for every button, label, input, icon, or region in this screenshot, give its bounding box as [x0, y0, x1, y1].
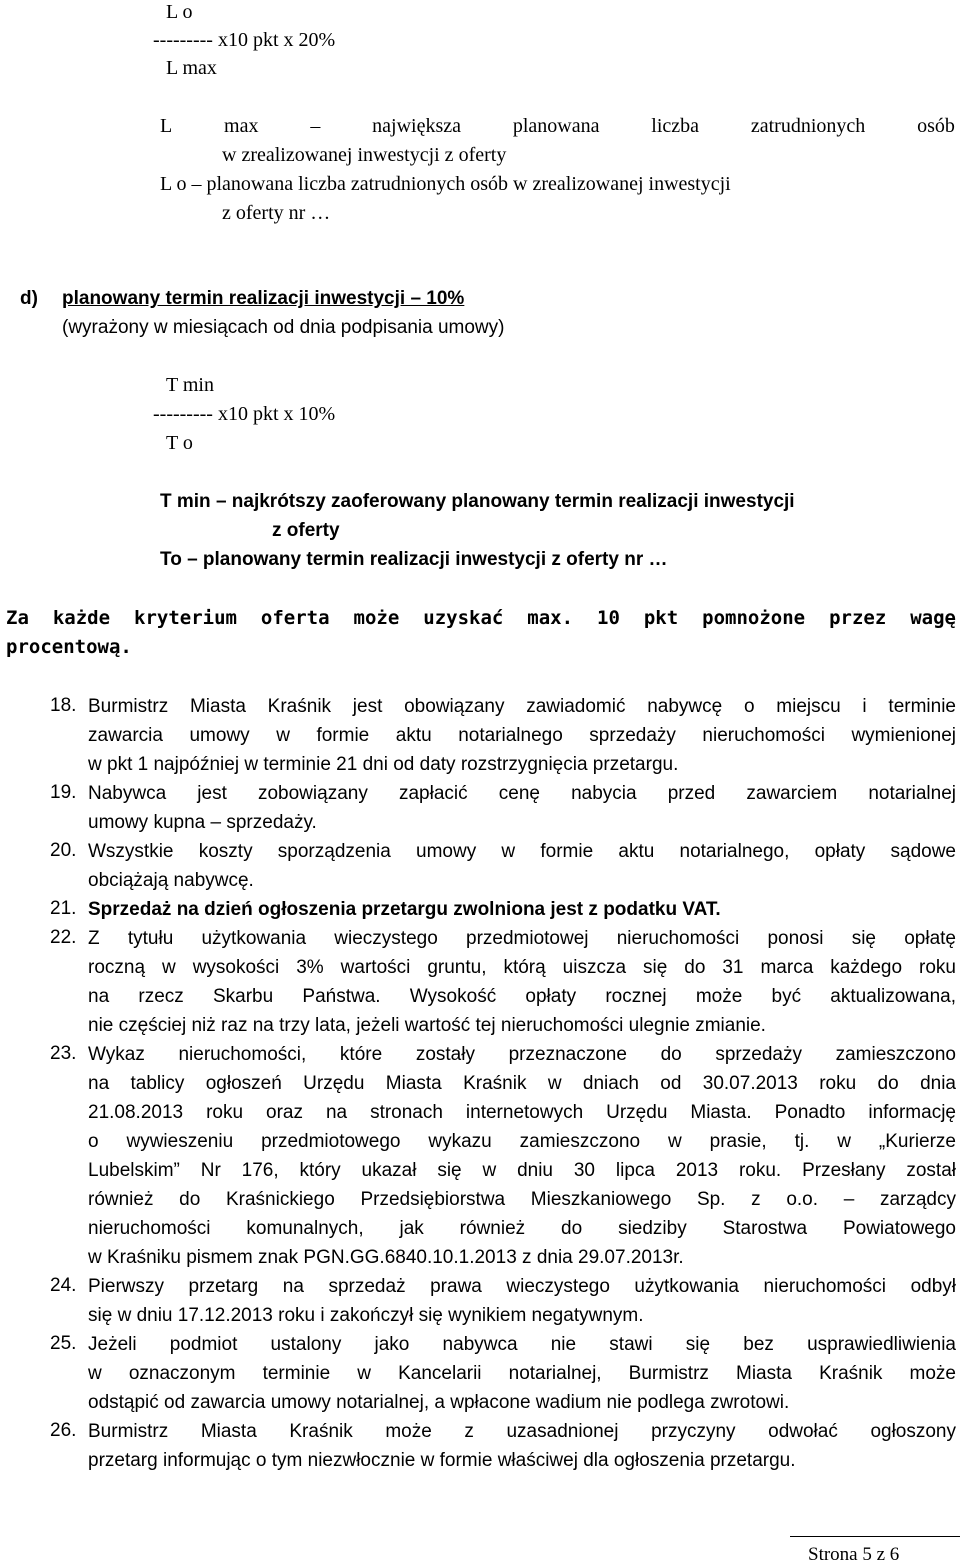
section-d-label: d) — [20, 288, 38, 309]
note-line2: procentową. — [6, 636, 132, 658]
def1-line1: L max – największa planowana liczba zatrudnionych osób — [160, 115, 955, 137]
item-text: Sprzedaż na dzień ogłoszenia przetargu zwolniona jest z podatku VAT. — [88, 899, 721, 920]
formula1-operator: --------- x10 pkt x 20% — [153, 29, 336, 51]
item-number: 21. — [50, 898, 77, 919]
item-text: Wszystkie koszty sporządzenia umowy w formie aktu notarialnego, opłaty sądowe obciążają nabywcę. — [88, 841, 956, 891]
item-number: 23. — [50, 1043, 77, 1064]
section-d-subtitle: (wyrażony w miesiącach od dnia podpisania umowy) — [62, 317, 505, 338]
formula2-denominator: T o — [166, 432, 193, 454]
formula2-numerator: T min — [166, 374, 214, 396]
item-text: Burmistrz Miasta Kraśnik może z uzasadnionej przyczyny odwołać ogłoszony przetarg informując o tym niezwłocznie w formie właściwej dla ogłoszenia przetargu. — [88, 1421, 956, 1471]
item-text: Wykaz nieruchomości, które zostały przeznaczone do sprzedaży zamieszczono na tablicy ogłoszeń Urzędu Miasta Kraśnik w dniach od 30.07.2013 roku do dnia 21.08.2013 roku oraz na stronach internetowych Urzędu Miasta. Ponadto informację o wywieszeniu przedmiotowego wykazu zamieszczono w prasie, tj. w „Kurierze Lubelskim” Nr 176, który ukazał się w dniu 30 lipca 2013 roku. Przesłany został również do Kraśnickiego Przedsiębiorstwa Mieszkaniowego Sp. z o.o. – zarządcy nieruchomości komunalnych, jak również do siedziby Starostwa Powiatowego w Kraśniku pismem znak PGN.GG.6840.10.1.2013 z dnia 29.07.2013r. — [88, 1044, 956, 1268]
item-text: Z tytułu użytkowania wieczystego przedmiotowej nieruchomości ponosi się opłatę roczną w wysokości 3% wartości gruntu, którą uiszcza się do 31 marca każdego roku na rzecz Skarbu Państwa. Wysokość opłaty rocznej może być aktualizowana, nie częściej niż raz na trzy lata, jeżeli wartość tej nieruchomości ulegnie zmianie. — [88, 928, 956, 1036]
def2-line3: To – planowany termin realizacji inwestycji z oferty nr … — [160, 549, 668, 570]
def2-line1: T min – najkrótszy zaoferowany planowany termin realizacji inwestycji — [160, 491, 795, 512]
def2-line2: z oferty — [272, 520, 340, 541]
item-number: 20. — [50, 840, 77, 861]
formula2-operator: --------- x10 pkt x 10% — [153, 403, 336, 425]
def1-line2: w zrealizowanej inwestycji z oferty — [222, 144, 507, 166]
footer-divider — [790, 1536, 960, 1537]
item-text: Nabywca jest zobowiązany zapłacić cenę nabycia przed zawarciem notarialnej umowy kupna – sprzedaży. — [88, 783, 956, 833]
item-text: Pierwszy przetarg na sprzedaż prawa wieczystego użytkowania nieruchomości odbył się w dniu 17.12.2013 roku i zakończył się wynikiem negatywnym. — [88, 1276, 956, 1326]
item-number: 22. — [50, 927, 77, 948]
item-number: 18. — [50, 695, 77, 716]
item-number: 25. — [50, 1333, 77, 1354]
formula1-numerator: L o — [166, 1, 193, 23]
section-d-title: planowany termin realizacji inwestycji – 10% — [62, 288, 465, 309]
item-number: 24. — [50, 1275, 77, 1296]
item-number: 26. — [50, 1420, 77, 1441]
note-line1: Za każde kryterium oferta może uzyskać max. 10 pkt pomnożone przez wagę — [6, 607, 956, 629]
formula1-denominator: L max — [166, 57, 217, 79]
item-text: Burmistrz Miasta Kraśnik jest obowiązany zawiadomić nabywcę o miejscu i terminie zawarcia umowy w formie aktu notarialnego sprzedaży nieruchomości wymienionej w pkt 1 najpóźniej w terminie 21 dni od daty rozstrzygnięcia przetargu. — [88, 696, 956, 775]
item-text: Jeżeli podmiot ustalony jako nabywca nie stawi się bez usprawiedliwienia w oznaczonym terminie w Kancelarii notarialnej, Burmistrz Miasta Kraśnik może odstąpić od zawarcia umowy notarialnej, a wpłacone wadium nie podlega zwrotowi. — [88, 1334, 956, 1413]
def1-line3: L o – planowana liczba zatrudnionych osób w zrealizowanej inwestycji — [160, 173, 731, 195]
item-number: 19. — [50, 782, 77, 803]
def1-line4: z oferty nr … — [222, 202, 331, 224]
page-number: Strona 5 z 6 — [808, 1544, 900, 1565]
